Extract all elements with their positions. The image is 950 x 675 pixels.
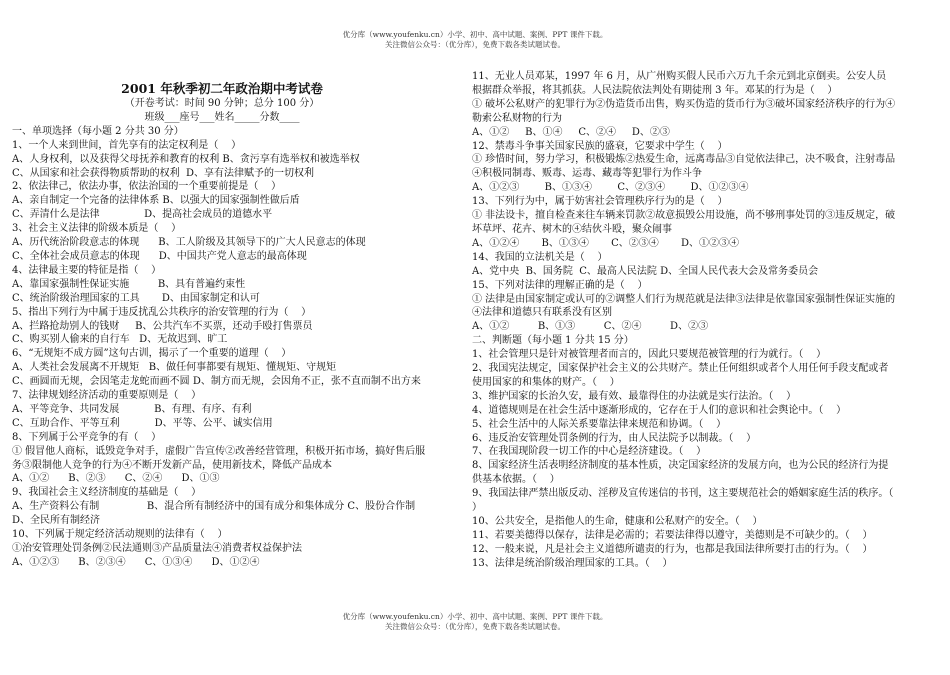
question-line: A、生产资料公有制 B、混合所有制经济中的国有成分和集体成分 C、股份合作制 D、全民所有制经济 — [12, 501, 460, 527]
question-line: 1、一个人来到世间，首先享有的法定权利是（ ） — [12, 139, 242, 151]
question-line: 5、社会生活中的人际关系要靠法律来规范和协调。（ ） — [472, 418, 727, 430]
header-line-1: 优分库（www.youfenku.cn）小学、初中、高中试题、案例、PPT 课件下载。 — [342, 30, 608, 39]
question-line: C、全体社会成员意志的体现 D、中国共产党人意志的最高体现 — [12, 250, 307, 262]
question-line: C、从国家和社会获得物质帮助的权利 D、享有法律赋予的一切权利 — [12, 167, 315, 179]
question-line: 4、道德规则是在社会生活中逐渐形成的，它存在于人们的意识和社会舆论中。（ ） — [472, 404, 847, 416]
question-line: 9、我国法律严禁出版反动、淫秽及宣传迷信的书刊，这主要规范社会的婚姻家庭生活的秩序。（ ） — [472, 488, 907, 514]
question-line: A、①② B、①④ C、②④ D、②③ — [472, 126, 670, 138]
question-line: 7、在我国现阶段一切工作的中心是经济建设。（ ） — [472, 446, 707, 458]
question-line: 8、下列属于公平竞争的有（ ） — [12, 431, 162, 443]
question-line: C、互助合作、平等互利 D、平等、公平、诚实信用 — [12, 417, 273, 429]
question-line: ① 珍惜时间，努力学习，积极锻炼②热爱生命，远离毒品③自觉依法律己，决不吸食，注射毒品④积极同制毒、贩毒、运毒、藏毒等犯罪行为作斗争 — [472, 154, 896, 180]
question-line: A、①②④ B、①③④ C、②③④ D、①②③④ — [472, 237, 739, 249]
question-line: 14、我国的立法机关是（ ） — [472, 251, 608, 263]
header-line-2: 关注微信公众号：（优分库），免费下载各类试题试卷。 — [385, 40, 565, 49]
question-line: A、人类社会发展离不开规矩 B、做任何事都要有规矩、懂规矩、守规矩 — [12, 362, 337, 374]
question-line: 12、一般来说，凡是社会主义道德所谴责的行为，也都是我国法律所要打击的行为。（ ） — [472, 543, 873, 555]
question-line: A、历代统治阶段意志的体现 B、工人阶级及其领导下的广大人民意志的体现 — [12, 237, 366, 249]
question-line: ① 破坏公私财产的犯罪行为②伪造货币出售，购买伪造的货币行为③破坏国家经济秩序的行为④勒索公私财物的行为 — [472, 98, 896, 124]
student-info: 班级___座号___姓名_____分数____ — [144, 111, 300, 123]
question-line: 9、我国社会主义经济制度的基础是（ ） — [12, 487, 202, 499]
right-column — [472, 70, 907, 571]
question-line: A、党中央 B、国务院 C、最高人民法院 D、全国人民代表大会及常务委员会 — [472, 265, 819, 277]
question-line: 4、法律最主要的特征是指（ ） — [12, 264, 162, 276]
right-question-list — [472, 70, 907, 571]
question-line: 8、国家经济生活表明经济制度的基本性质，决定国家经济的发展方向，也为公民的经济行为提供基本依据。（ ） — [472, 460, 889, 486]
exam-title: 2001 年秋季初二年政治期中考试卷 — [121, 81, 323, 96]
question-line: 6、“无规矩不成方圆”这句古训，揭示了一个重要的道理（ ） — [12, 348, 292, 360]
question-line: 2、依法律己，依法办事，依法治国的一个重要前提是（ ） — [12, 181, 282, 193]
question-line: 13、下列行为中，属于妨害社会管理秩序行为的是（ ） — [472, 196, 728, 208]
question-line: A、人身权利，以及获得父母抚养和教育的权利 B、贪污享有选举权和被选举权 — [12, 153, 360, 165]
question-line: C、购买别人偷来的自行车 D、无故迟到、旷工 — [12, 334, 228, 346]
left-question-list — [12, 125, 460, 570]
question-line: A、亲自制定一个完备的法律体系 B、以强大的国家强制性做后盾 — [12, 195, 300, 207]
footer-line-2: 关注微信公众号：（优分库），免费下载各类试题试卷。 — [385, 622, 565, 631]
question-line: ① 法律是由国家制定或认可的②调整人们行为规范就是法律③法律是依靠国家强制性保证实施的④法律和道德只有联系没有区别 — [472, 293, 896, 319]
question-line: A、拦路抢劫别人的钱财 B、公共汽车不买票，还动手殴打售票员 — [12, 320, 313, 332]
left-column — [12, 72, 460, 570]
question-line: A、①② B、①③ C、②④ D、②③ — [472, 321, 709, 333]
question-line: C、弄清什么是法律 D、提高社会成员的道德水平 — [12, 209, 273, 221]
question-line: 11、若要美德得以保存，法律是必需的；若要法律得以遵守，美德则是不可缺少的。（ ） — [472, 529, 873, 541]
question-line: 3、社会主义法律的阶级本质是（ ） — [12, 223, 182, 235]
question-line: 12、禁毒斗争事关国家民族的盛衰，它要求中学生（ ） — [472, 140, 728, 152]
question-line: 6、违反治安管理处罚条例的行为，由人民法院予以制裁。（ ） — [472, 432, 757, 444]
question-line: ① 假冒他人商标，诋毁竞争对手，虚假广告宣传②改善经营管理，积极开拓市场，搞好售后服务③限制他人竞争的行为④不断开发新产品，使用新技术，降低产品成本 — [12, 445, 426, 471]
question-line: C、统治阶级治理国家的工具 D、由国家制定和认可 — [12, 292, 260, 304]
page-header — [0, 30, 950, 50]
question-line: 2、我国宪法规定，国家保护社会主义的公共财产。禁止任何组织或者个人用任何手段支配或者使用国家的和集体的财产。（ ） — [472, 363, 889, 388]
question-line: 13、法律是统治阶级治理国家的工具。（ ） — [472, 557, 673, 569]
question-line: A、①② B、②③ C、②④ D、①③ — [12, 473, 220, 485]
question-line: A、①②③ B、①③④ C、②③④ D、①②③④ — [472, 182, 749, 194]
footer-line-1: 优分库（www.youfenku.cn）小学、初中、高中试题、案例、PPT 课件下载。 — [342, 612, 608, 621]
question-line: C、画圆而无规，会因笔走龙蛇而画不圆 D、制方而无规，会因角不正，张不直而制不出方来 — [12, 376, 421, 388]
question-line: A、①②③ B、②③④ C、①③④ D、①②④ — [12, 556, 260, 568]
question-line: 二、判断题（每小题 1 分共 15 分） — [472, 335, 634, 347]
question-line: 1、社会管理只是针对被管理者而言的，因此只要规范被管理的行为就行。（ ） — [472, 349, 827, 361]
question-line: A、靠国家强制性保证实施 B、具有普遍约束性 — [12, 278, 246, 290]
question-line: ①治安管理处罚条例②民法通则③产品质量法④消费者权益保护法 — [12, 543, 302, 554]
page-footer — [0, 612, 950, 632]
question-line: 15、下列对法律的理解正确的是（ ） — [472, 279, 648, 291]
question-line: ① 非法设卡，擅自检查来往车辆来罚款②故意损毁公用设施，尚不够刑事处罚的③违反规定，破坏草坪、花卉、树木的④结伙斗殴，聚众闹事 — [472, 210, 896, 235]
question-line: A、平等竞争、共同发展 B、有理、有序、有利 — [12, 403, 252, 415]
question-line: 5、指出下列行为中属于违反扰乱公共秩序的治安管理的行为（ ） — [12, 306, 312, 318]
question-line: 10、公共安全，是指他人的生命，健康和公私财产的安全。（ ） — [472, 516, 763, 527]
question-line: 一、单项选择（每小题 2 分共 30 分） — [12, 125, 184, 137]
question-line: 10、下列属于规定经济活动规则的法律有（ ） — [12, 529, 228, 541]
exam-subtitle: （开卷考试：时间 90 分钟；总分 100 分） — [124, 98, 320, 109]
question-line: 7、法律规划经济活动的重要原则是（ ） — [12, 390, 202, 402]
question-line: 3、维护国家的长治久安，最有效、最靠得住的办法就是实行法治。（ ） — [472, 390, 797, 402]
question-line: 11、无业人员邓某，1997 年 6 月，从广州购买假人民币六万九千余元到北京倒卖。公安人员根据群众举报，将其抓获。人民法院依法判处有期徒刑 3 年。邓某的行为是（ ） — [472, 71, 887, 96]
